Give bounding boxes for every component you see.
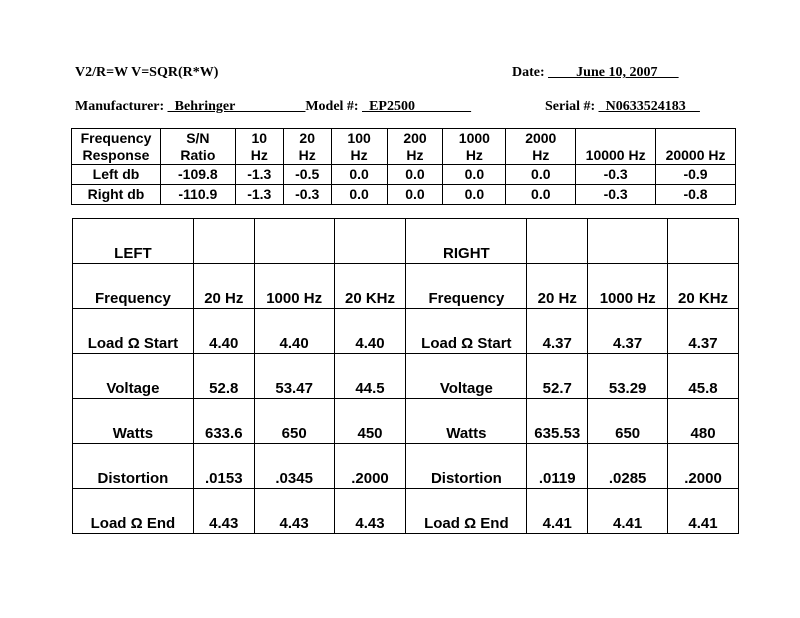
row-label: Voltage bbox=[73, 354, 194, 399]
table-cell: 1000 Hz bbox=[254, 264, 334, 309]
table-cell: 20 KHz bbox=[334, 264, 406, 309]
row-label: Frequency bbox=[406, 264, 527, 309]
table-cell: 4.40 bbox=[254, 309, 334, 354]
table-cell: 4.43 bbox=[254, 489, 334, 534]
load-power-table bbox=[72, 218, 739, 534]
table-cell: 45.8 bbox=[668, 354, 739, 399]
frequency-response-header-row bbox=[72, 129, 736, 165]
table-cell: .0345 bbox=[254, 444, 334, 489]
watts-row bbox=[73, 399, 739, 444]
table-cell bbox=[527, 219, 588, 264]
side-title-row bbox=[73, 219, 739, 264]
table-cell: 633.6 bbox=[193, 399, 254, 444]
header-cell: 200 Hz bbox=[387, 129, 443, 165]
table-cell: 0.0 bbox=[506, 185, 576, 205]
header-cell: 10 Hz bbox=[235, 129, 283, 165]
table-cell: 0.0 bbox=[331, 165, 387, 185]
table-cell: 4.40 bbox=[193, 309, 254, 354]
table-cell: 1000 Hz bbox=[588, 264, 668, 309]
table-cell: -1.3 bbox=[235, 165, 283, 185]
table-row bbox=[72, 185, 736, 205]
formula-text: V2/R=W V=SQR(R*W) bbox=[75, 65, 219, 80]
table-cell bbox=[254, 219, 334, 264]
date-value: ____June 10, 2007___ bbox=[548, 65, 679, 80]
table-cell: 0.0 bbox=[443, 165, 506, 185]
table-cell: 4.43 bbox=[334, 489, 406, 534]
table-cell: 450 bbox=[334, 399, 406, 444]
table-cell: 4.41 bbox=[588, 489, 668, 534]
row-label: Left db bbox=[72, 165, 161, 185]
table-cell: 52.7 bbox=[527, 354, 588, 399]
table-cell: 635.53 bbox=[527, 399, 588, 444]
table-cell: 52.8 bbox=[193, 354, 254, 399]
serial-value: _N0633524183__ bbox=[598, 99, 700, 114]
table-cell: 4.43 bbox=[193, 489, 254, 534]
table-row bbox=[72, 165, 736, 185]
distortion-row bbox=[73, 444, 739, 489]
manufacturer-label: Manufacturer: bbox=[75, 99, 165, 114]
table-cell: 650 bbox=[254, 399, 334, 444]
row-label: LEFT bbox=[73, 219, 194, 264]
table-cell: .0285 bbox=[588, 444, 668, 489]
table-cell: -1.3 bbox=[235, 185, 283, 205]
date-field bbox=[512, 65, 678, 81]
row-label: Watts bbox=[406, 399, 527, 444]
header-cell: Frequency Response bbox=[72, 129, 161, 165]
row-label: Right db bbox=[72, 185, 161, 205]
header-cell: 10000 Hz bbox=[576, 129, 656, 165]
table-cell bbox=[668, 219, 739, 264]
table-cell: .0119 bbox=[527, 444, 588, 489]
table-cell: -110.9 bbox=[160, 185, 235, 205]
model-label: Model #: bbox=[305, 99, 359, 114]
table-cell: 0.0 bbox=[506, 165, 576, 185]
row-label: Load Ω Start bbox=[73, 309, 194, 354]
row-label: Load Ω Start bbox=[406, 309, 527, 354]
table-cell: 4.37 bbox=[668, 309, 739, 354]
table-cell: -0.9 bbox=[656, 165, 736, 185]
table-cell: 20 Hz bbox=[527, 264, 588, 309]
table-cell bbox=[193, 219, 254, 264]
table-cell: 4.37 bbox=[588, 309, 668, 354]
row-label: Distortion bbox=[406, 444, 527, 489]
header-cell: 100 Hz bbox=[331, 129, 387, 165]
header-cell: 20 Hz bbox=[283, 129, 331, 165]
row-label: Load Ω End bbox=[406, 489, 527, 534]
table-cell: -0.3 bbox=[576, 165, 656, 185]
model-value: _EP2500________ bbox=[362, 99, 471, 114]
load-start-row bbox=[73, 309, 739, 354]
table-cell: 650 bbox=[588, 399, 668, 444]
header-cell: 20000 Hz bbox=[656, 129, 736, 165]
table-cell: .2000 bbox=[668, 444, 739, 489]
table-cell: 20 KHz bbox=[668, 264, 739, 309]
table-cell: 44.5 bbox=[334, 354, 406, 399]
table-cell bbox=[588, 219, 668, 264]
row-label: Voltage bbox=[406, 354, 527, 399]
table-cell: -0.8 bbox=[656, 185, 736, 205]
table-cell: -0.5 bbox=[283, 165, 331, 185]
row-label: RIGHT bbox=[406, 219, 527, 264]
table-cell: 4.37 bbox=[527, 309, 588, 354]
table-cell: 0.0 bbox=[331, 185, 387, 205]
table-cell: 4.40 bbox=[334, 309, 406, 354]
table-cell: 20 Hz bbox=[193, 264, 254, 309]
row-label: Watts bbox=[73, 399, 194, 444]
table-cell: 4.41 bbox=[668, 489, 739, 534]
row-label: Distortion bbox=[73, 444, 194, 489]
table-cell: .0153 bbox=[193, 444, 254, 489]
table-cell: 0.0 bbox=[387, 165, 443, 185]
frequency-response-table bbox=[71, 128, 736, 205]
table-cell: 0.0 bbox=[387, 185, 443, 205]
table-cell: -0.3 bbox=[283, 185, 331, 205]
voltage-row bbox=[73, 354, 739, 399]
table-cell: -109.8 bbox=[160, 165, 235, 185]
manufacturer-value: _Behringer__________ bbox=[167, 99, 306, 114]
serial-field bbox=[545, 99, 700, 115]
table-cell: 53.29 bbox=[588, 354, 668, 399]
table-cell: .2000 bbox=[334, 444, 406, 489]
frequency-row bbox=[73, 264, 739, 309]
table-cell: -0.3 bbox=[576, 185, 656, 205]
table-cell: 4.41 bbox=[527, 489, 588, 534]
load-end-row bbox=[73, 489, 739, 534]
table-cell: 53.47 bbox=[254, 354, 334, 399]
row-label: Frequency bbox=[73, 264, 194, 309]
header-cell: 1000 Hz bbox=[443, 129, 506, 165]
table-cell: 0.0 bbox=[443, 185, 506, 205]
row-label: Load Ω End bbox=[73, 489, 194, 534]
date-label: Date: bbox=[512, 65, 545, 80]
header-cell: 2000 Hz bbox=[506, 129, 576, 165]
table-cell: 480 bbox=[668, 399, 739, 444]
manufacturer-field bbox=[75, 99, 471, 115]
serial-label: Serial #: bbox=[545, 99, 596, 114]
header-cell: S/N Ratio bbox=[160, 129, 235, 165]
table-cell bbox=[334, 219, 406, 264]
